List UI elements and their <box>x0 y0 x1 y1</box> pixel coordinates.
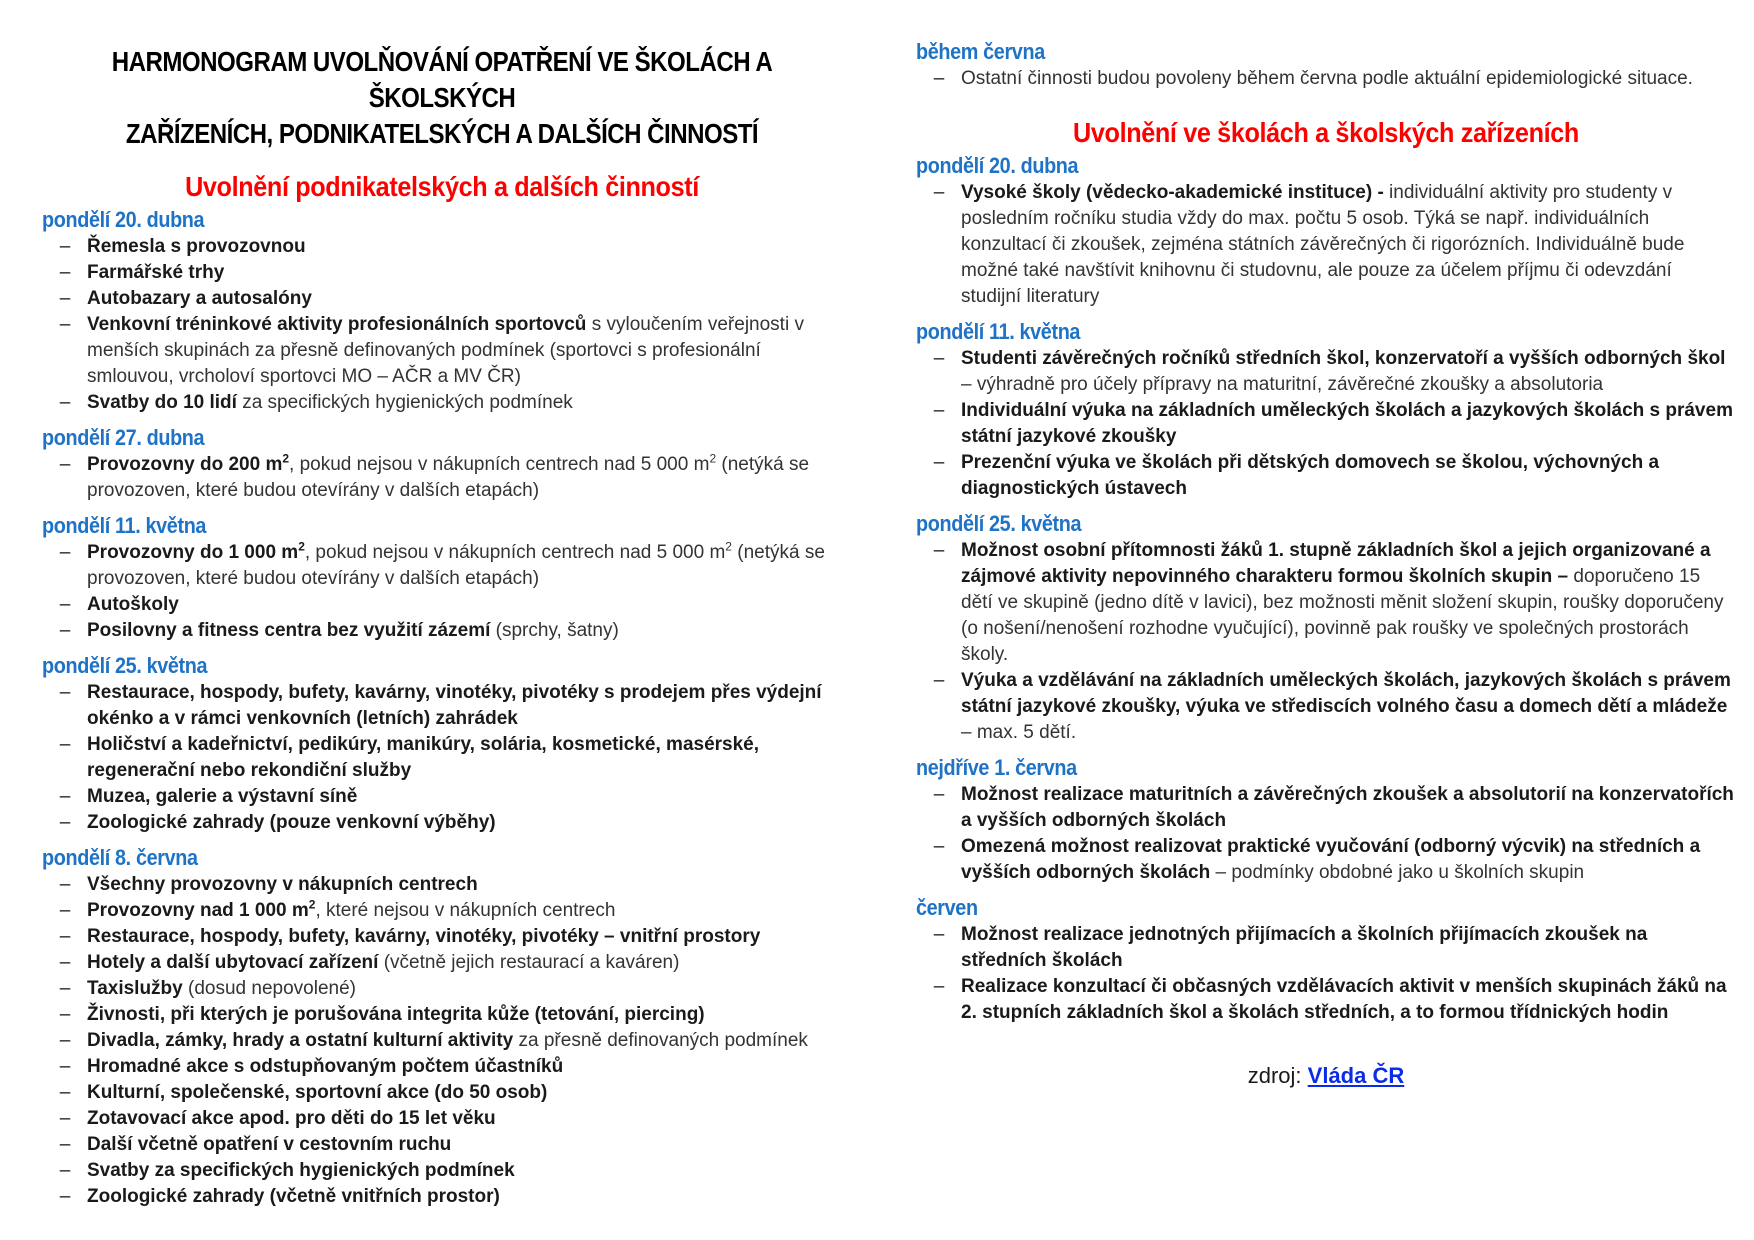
date-heading: pondělí 27. dubna <box>42 425 205 450</box>
list-item: – Všechny provozovny v nákupních centrech <box>42 872 842 898</box>
dash-bullet: – <box>59 1186 71 1207</box>
list-item: – Hotely a další ubytovací zařízení (včetně jejich restaurací a kaváren) <box>42 950 842 976</box>
list-item: – Zotavovací akce apod. pro děti do 15 let věku <box>42 1106 842 1132</box>
dash-bullet: – <box>933 400 945 421</box>
date-heading: pondělí 20. dubna <box>916 153 1079 178</box>
list-item: – Výuka a vzdělávání na základních uměleckých školách, jazykových školách s právem státní jazykové zkoušky, výuka ve střediscích volného času a domech dětí a mládeže – max. 5 dětí. <box>933 670 1731 743</box>
dash-bullet: – <box>59 1108 71 1129</box>
list-item: – Provozovny nad 1 000 $m^2$, které nejsou v nákupních centrech <box>42 898 842 924</box>
dash-bullet: – <box>933 452 945 473</box>
list-item: – Svatby do 10 lidí za specifických hygienických podmínek <box>42 390 842 416</box>
list-item: – Řemesla s provozovnou <box>42 234 842 260</box>
list-item: – Zoologické zahrady (pouze venkovní výběhy) <box>42 810 842 836</box>
dash-bullet: – <box>933 976 945 997</box>
date-heading: pondělí 11. května <box>42 513 207 538</box>
list-item: – Venkovní tréninkové aktivity profesionálních sportovců s vyloučením veřejnosti v menších skupinách za přesně definovaných podmínek (sportovci s profesionální smlouvou, vrcholoví sportovci MO – AČR a MV ČR) <box>59 314 804 387</box>
list-item: – Divadla, zámky, hrady a ostatní kulturní aktivity za přesně definovaných podmínek <box>42 1028 842 1054</box>
dash-bullet: – <box>59 812 71 833</box>
section-heading-business: Uvolnění podnikatelských a dalších činností <box>185 171 699 202</box>
item-list <box>42 540 842 644</box>
list-item: – Posilovny a fitness centra bez využití zázemí (sprchy, šatny) <box>42 618 842 644</box>
date-heading: pondělí 25. května <box>42 653 208 678</box>
document-title <box>98 44 786 152</box>
dash-bullet: – <box>59 620 71 641</box>
list-item: – Restaurace, hospody, bufety, kavárny, vinotéky, pivotéky – vnitřní prostory <box>42 924 842 950</box>
date-heading: pondělí 20. dubna <box>42 207 205 232</box>
dash-bullet: – <box>933 348 945 369</box>
title-line-1: HARMONOGRAM UVOLŇOVÁNÍ OPATŘENÍ VE ŠKOLÁCH A ŠKOLSKÝCH <box>111 46 773 113</box>
date-heading: pondělí 8. června <box>42 845 198 870</box>
dash-bullet: – <box>59 1082 71 1103</box>
list-item: – Holičství a kadeřnictví, pedikúry, manikúry, solária, kosmetické, masérské, regenerační nebo rekondiční služby <box>59 734 760 781</box>
dash-bullet: – <box>59 1004 71 1025</box>
list-item: – Vysoké školy (vědecko-akademické instituce) - individuální aktivity pro studenty v posledním ročníku studia vždy do max. počtu 5 osob. Týká se např. individuálních konzultací či zkoušek, zejména státních závěrečných či rigorózních. Individuálně bude možné také navštívit knihovnu či studovnu, ale pouze za účelem příjmu či odevzdání studijní literatury <box>933 182 1685 307</box>
right-column <box>916 0 1736 1090</box>
list-item: – Taxislužby (dosud nepovolené) <box>42 976 842 1002</box>
list-item: – Ostatní činnosti budou povoleny během června podle aktuální epidemiologické situace. <box>916 66 1736 92</box>
item-list <box>916 922 1736 1026</box>
dash-bullet: – <box>59 288 71 309</box>
list-item: – Prezenční výuka ve školách při dětských domovech se školou, výchovných a diagnostických ústavech <box>933 452 1660 499</box>
title-line-2: ZAŘÍZENÍCH, PODNIKATELSKÝCH A DALŠÍCH ČINNOSTÍ <box>125 118 759 149</box>
dash-bullet: – <box>933 182 945 203</box>
dash-bullet: – <box>59 262 71 283</box>
list-item: – Provozovny do 1 000 $m^2$, pokud nejsou v nákupních centrech nad 5 000 $m^2$ (netýká se provozoven, které budou otevírány v dalších etapách) <box>59 539 825 589</box>
dash-bullet: – <box>59 874 71 895</box>
list-item: – Další včetně opatření v cestovním ruchu <box>42 1132 842 1158</box>
dash-bullet: – <box>59 594 71 615</box>
dash-bullet: – <box>933 784 945 805</box>
list-item: – Hromadné akce s odstupňovaným počtem účastníků <box>42 1054 842 1080</box>
list-item: – Možnost osobní přítomnosti žáků 1. stupně základních škol a jejich organizované a zájmové aktivity nepovinného charakteru formou školních skupin – doporučeno 15 dětí ve skupině (jedno dítě v lavici), bez možnosti měnit složení skupin, roušky doporučeny (o nošení/nenošení rozhodne vyučující), povinně pak roušky ve společných prostorách školy. <box>933 540 1724 665</box>
date-heading: pondělí 11. května <box>916 319 1081 344</box>
list-item: – Možnost realizace maturitních a závěrečných zkoušek a absolutorií na konzervatořích a vyšších odborných školách <box>933 784 1734 831</box>
dash-bullet: – <box>59 786 71 807</box>
date-heading: nejdříve 1. června <box>916 755 1077 780</box>
item-list <box>916 782 1736 886</box>
dash-bullet: – <box>59 1160 71 1181</box>
list-item: – Restaurace, hospody, bufety, kavárny, vinotéky, pivotéky s prodejem přes výdejní okénko a v rámci venkovních (letních) zahrádek <box>59 682 822 729</box>
dash-bullet: – <box>59 1030 71 1051</box>
item-list <box>916 66 1736 92</box>
item-list <box>42 872 842 1210</box>
list-item: – Autoškoly <box>42 592 842 618</box>
dash-bullet: – <box>933 836 945 857</box>
list-item: – Živnosti, při kterých je porušována integrita kůže (tetování, piercing) <box>42 1002 842 1028</box>
dash-bullet: – <box>59 392 71 413</box>
list-item: – Realizace konzultací či občasných vzdělávacích aktivit v menších skupinách žáků na 2. stupních základních škol a školách středních, a to formou třídnických hodin <box>933 976 1727 1023</box>
dash-bullet: – <box>933 68 945 89</box>
list-item: – Svatby za specifických hygienických podmínek <box>42 1158 842 1184</box>
dash-bullet: – <box>59 314 71 335</box>
list-item: – Individuální výuka na základních uměleckých školách a jazykových školách s právem státní jazykové zkoušky <box>933 400 1733 447</box>
item-list <box>916 180 1736 310</box>
item-list <box>42 452 842 504</box>
dash-bullet: – <box>59 1134 71 1155</box>
dash-bullet: – <box>59 236 71 257</box>
dash-bullet: – <box>59 454 71 475</box>
item-list <box>916 346 1736 502</box>
item-list <box>42 680 842 836</box>
dash-bullet: – <box>59 542 71 563</box>
date-heading: červen <box>916 895 978 920</box>
dash-bullet: – <box>59 1056 71 1077</box>
item-list <box>916 538 1736 746</box>
list-item: – Omezená možnost realizovat praktické vyučování (odborný výcvik) na středních a vyšších odborných školách – podmínky obdobné jako u školních skupin <box>933 836 1701 883</box>
source-label: zdroj: <box>1247 1063 1308 1088</box>
dash-bullet: – <box>933 670 945 691</box>
dash-bullet: – <box>59 978 71 999</box>
dash-bullet: – <box>59 682 71 703</box>
section-heading-schools: Uvolnění ve školách a školských zařízeních <box>1073 117 1579 148</box>
dash-bullet: – <box>933 540 945 561</box>
list-item: – Farmářské trhy <box>42 260 842 286</box>
source-link[interactable]: Vláda ČR <box>1307 1063 1405 1088</box>
dash-bullet: – <box>59 900 71 921</box>
source-credit <box>916 1062 1736 1090</box>
list-item: – Zoologické zahrady (včetně vnitřních prostor) <box>42 1184 842 1210</box>
list-item: – Možnost realizace jednotných přijímacích a školních přijímacích zkoušek na středních školách <box>933 924 1648 971</box>
left-column <box>42 0 842 1210</box>
list-item: – Provozovny do 200 $m^2$, pokud nejsou v nákupních centrech nad 5 000 $m^2$ (netýká se provozoven, které budou otevírány v dalších etapách) <box>59 451 810 501</box>
list-item: – Studenti závěrečných ročníků středních škol, konzervatoří a vyšších odborných škol – výhradně pro účely přípravy na maturitní, závěrečné zkoušky a absolutoria <box>933 348 1726 395</box>
dash-bullet: – <box>933 924 945 945</box>
list-item: – Autobazary a autosalóny <box>42 286 842 312</box>
list-item: – Muzea, galerie a výstavní síně <box>42 784 842 810</box>
date-heading: pondělí 25. května <box>916 511 1082 536</box>
date-heading: během června <box>916 39 1045 64</box>
list-item: – Kulturní, společenské, sportovní akce (do 50 osob) <box>42 1080 842 1106</box>
dash-bullet: – <box>59 926 71 947</box>
dash-bullet: – <box>59 734 71 755</box>
item-list <box>42 234 842 416</box>
dash-bullet: – <box>59 952 71 973</box>
